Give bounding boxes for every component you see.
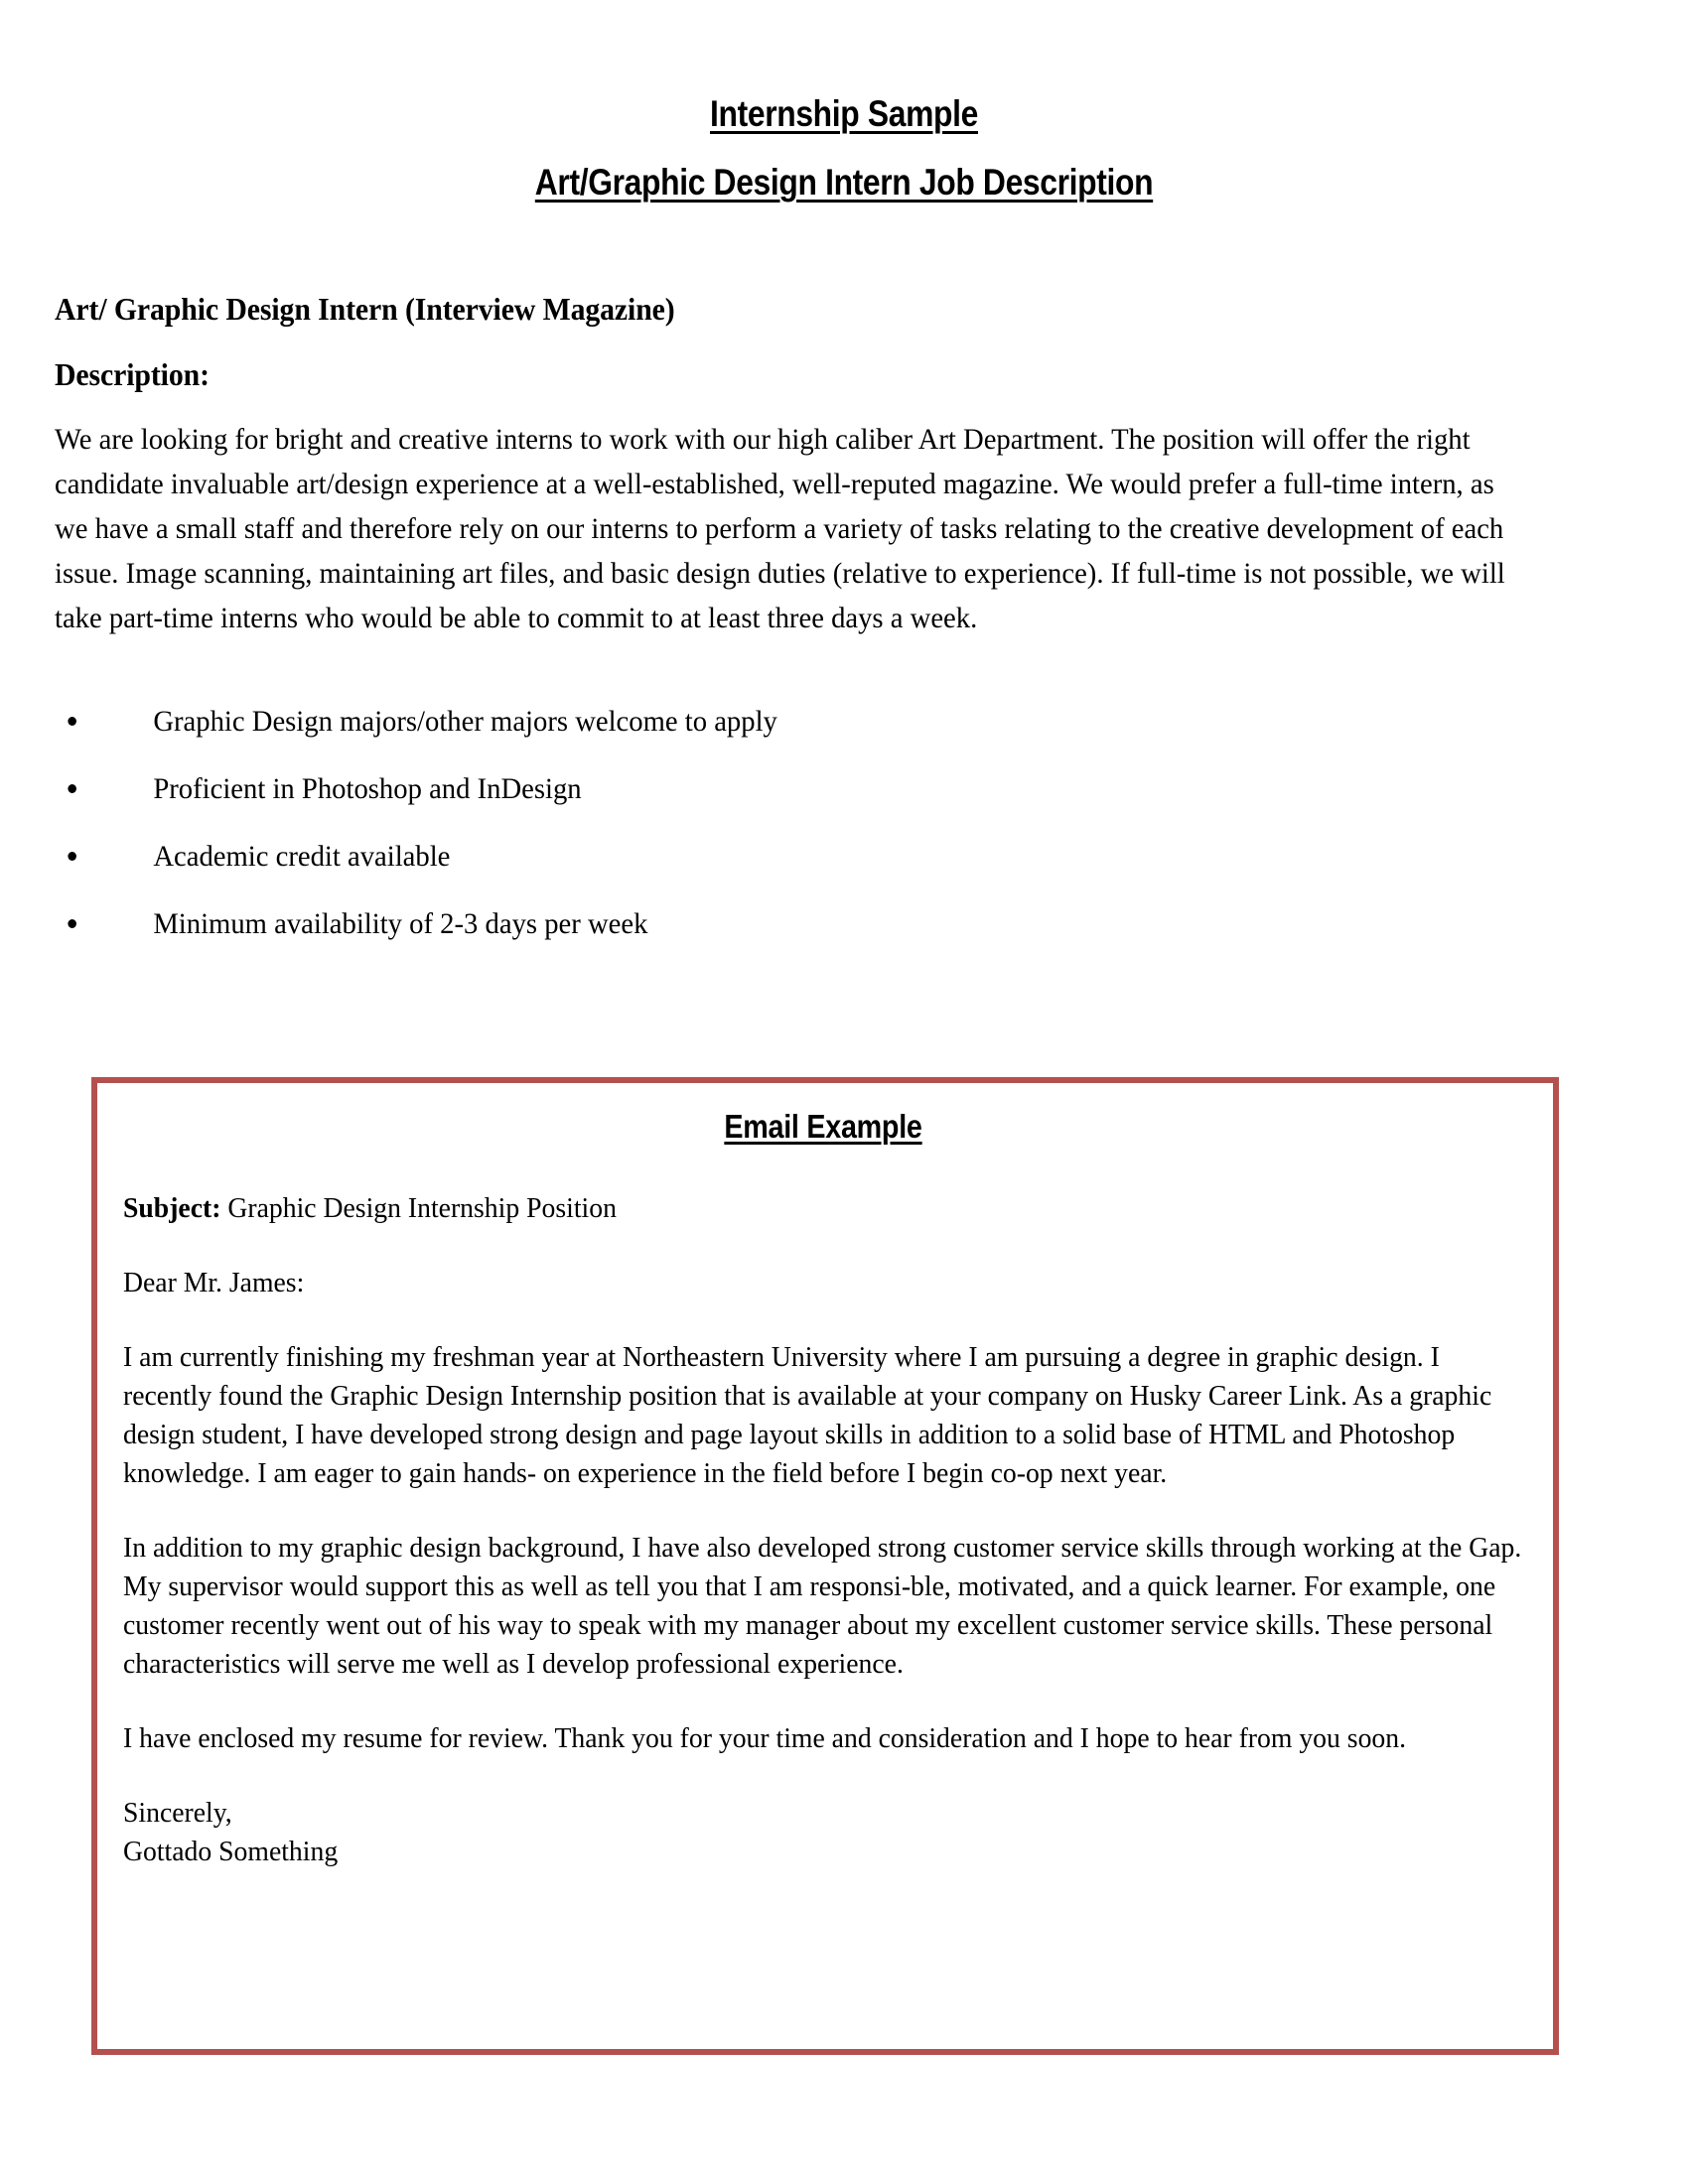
bullet-icon (68, 919, 76, 928)
email-signature-name: Gottado Something (123, 1836, 339, 1867)
email-signature (123, 1794, 1526, 1871)
email-paragraph-2: In addition to my graphic design background, I have also developed strong customer service skills through working at the Gap. My supervisor would support this as well as tell you that I am responsi-ble, motivated, and a quick learner. For example, one customer recently went out of his way to speak with my manager about my excellent customer service skills. These personal characteristics will serve me well as I develop professional experience. (123, 1532, 1522, 1680)
list-item-label: Graphic Design majors/other majors welcome to apply (153, 705, 777, 739)
bullet-icon (68, 784, 76, 793)
list-item (55, 837, 1562, 876)
bullet-icon (68, 717, 76, 726)
requirements-list (55, 702, 1633, 943)
email-paragraph-1: I am currently finishing my freshman year at Northeastern University where I am pursuing a degree in graphic design. I recently found the Graphic Design Internship position that is available at your company on Husky Career Link. As a graphic design student, I have developed strong design and page layout skills in addition to a solid base of HTML and Photoshop knowledge. I am eager to gain hands- on experience in the field before I begin co-op next year. (123, 1341, 1492, 1489)
list-item-label: Academic credit available (153, 840, 451, 874)
list-item (55, 702, 1562, 741)
email-example-box (91, 1077, 1559, 2055)
email-subject-line (123, 1189, 1526, 1228)
email-salutation: Dear Mr. James: (123, 1267, 305, 1298)
bullet-icon (68, 852, 76, 861)
list-item (55, 769, 1562, 808)
email-closing: Sincerely, (123, 1797, 232, 1829)
email-subject-label: Subject: (123, 1192, 221, 1224)
list-item (55, 904, 1562, 943)
document-title-secondary: Art/Graphic Design Intern Job Description (534, 162, 1154, 204)
document-title-primary: Internship Sample (710, 93, 978, 134)
list-item-label: Minimum availability of 2-3 days per week (153, 907, 648, 941)
email-example-title: Email Example (724, 1108, 922, 1145)
description-heading: Description: (55, 355, 210, 392)
email-subject-value: Graphic Design Internship Position (227, 1192, 617, 1224)
description-paragraph: We are looking for bright and creative interns to work with our high caliber Art Department. The position will offer the right candidate invaluable art/design experience at a well-established, well-reputed magazine. We would prefer a full-time intern, as we have a small staff and therefore rely on our interns to perform a variety of tasks relating to the creative development of each issue. Image scanning, maintaining art files, and basic design duties (relative to experience). If full-time is not possible, we will take part-time interns who would be able to commit to at least three days a week. (55, 423, 1505, 635)
job-title-heading: Art/ Graphic Design Intern (Interview Magazine) (55, 290, 675, 327)
list-item-label: Proficient in Photoshop and InDesign (153, 772, 582, 806)
email-paragraph-3: I have enclosed my resume for review. Thank you for your time and consideration and I hope to hear from you soon. (123, 1722, 1407, 1754)
